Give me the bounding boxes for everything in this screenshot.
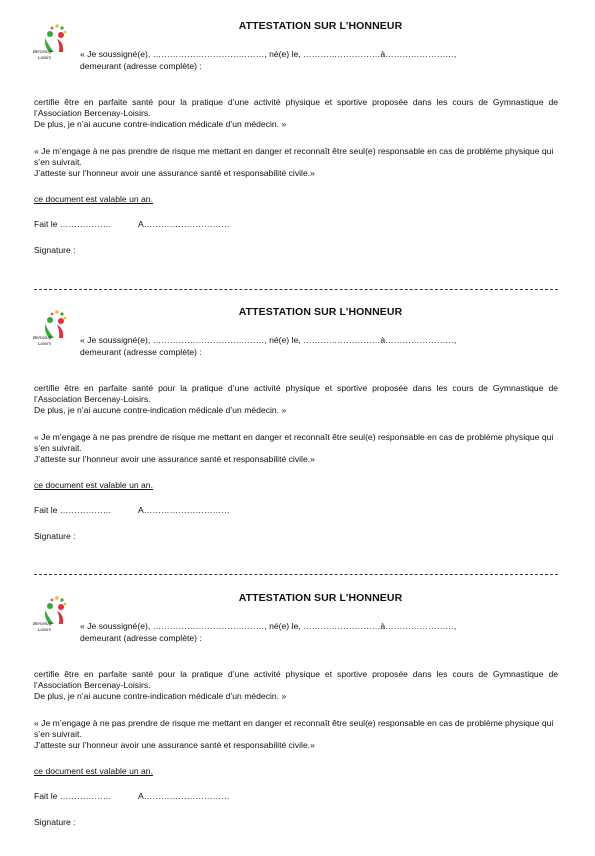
svg-text:Bercenay: Bercenay <box>33 335 53 340</box>
svg-text:Bercenay: Bercenay <box>33 49 53 54</box>
signature-label: Signature : <box>34 245 76 255</box>
signature-label: Signature : <box>34 817 76 827</box>
validity-note <box>34 194 153 204</box>
page-title: ATTESTATION SUR L’HONNEUR <box>238 306 403 318</box>
lieu-field[interactable]: A………………………… <box>138 219 230 229</box>
engage-line-1: « Je m’engage à ne pas prendre de risque me mettant en danger et reconnaît être seul(e) responsable en cas de problème physique qui s’en suivrait. <box>34 432 554 453</box>
place-date-line <box>34 219 230 229</box>
validity-text: ce document est valable un an <box>34 766 151 776</box>
certify-paragraph <box>34 97 558 130</box>
fait-le-field[interactable]: Fait le ……………… <box>34 505 112 515</box>
intro-line-2: demeurant (adresse complète) : <box>80 61 202 71</box>
intro-line-2: demeurant (adresse complète) : <box>80 633 202 643</box>
engage-paragraph <box>34 432 558 465</box>
engage-line-2: J’atteste sur l’honneur avoir une assurance santé et responsabilité civile.» <box>34 740 315 750</box>
engage-line-1: « Je m’engage à ne pas prendre de risque me mettant en danger et reconnaît être seul(e) responsable en cas de problème physique qui s’en suivrait. <box>34 146 554 167</box>
validity-text: ce document est valable un an <box>34 480 151 490</box>
place-date-line <box>34 791 230 801</box>
certify-line-1: certifie être en parfaite santé pour la pratique d’une activité physique et sportive proposée dans les cours de Gymnastique de l’Association Bercenay-Loisirs. <box>34 383 558 404</box>
certify-paragraph <box>34 669 558 702</box>
signature-label: Signature : <box>34 531 76 541</box>
validity-note <box>34 766 153 776</box>
lieu-field[interactable]: A………………………… <box>138 505 230 515</box>
intro-line-1: « Je soussigné(e), …………………………………, né(e) le, ………………………à……………………, <box>80 49 457 59</box>
validity-period: . <box>150 480 153 490</box>
svg-text:Loisirs: Loisirs <box>38 627 52 632</box>
intro-line-1: « Je soussigné(e), …………………………………, né(e) le, ………………………à……………………, <box>80 335 457 345</box>
engage-line-2: J’atteste sur l’honneur avoir une assurance santé et responsabilité civile.» <box>34 168 315 178</box>
intro-text <box>80 48 456 72</box>
page-title: ATTESTATION SUR L’HONNEUR <box>238 592 403 604</box>
lieu-field[interactable]: A………………………… <box>138 791 230 801</box>
intro-line-2: demeurant (adresse complète) : <box>80 347 202 357</box>
engage-line-1: « Je m’engage à ne pas prendre de risque me mettant en danger et reconnaît être seul(e) responsable en cas de problème physique qui s’en suivrait. <box>34 718 554 739</box>
validity-text: ce document est valable un an <box>34 194 151 204</box>
intro-text <box>80 334 456 358</box>
certify-line-1: certifie être en parfaite santé pour la pratique d’une activité physique et sportive proposée dans les cours de Gymnastique de l’Association Bercenay-Loisirs. <box>34 669 558 690</box>
validity-period: . <box>150 766 153 776</box>
page-title: ATTESTATION SUR L’HONNEUR <box>238 20 403 32</box>
fait-le-field[interactable]: Fait le ……………… <box>34 791 112 801</box>
intro-line-1: « Je soussigné(e), …………………………………, né(e) le, ………………………à……………………, <box>80 621 457 631</box>
certify-line-2: De plus, je n’ai aucune contre-indication médicale d’un médecin. » <box>34 405 287 415</box>
engage-line-2: J’atteste sur l’honneur avoir une assurance santé et responsabilité civile.» <box>34 454 315 464</box>
certify-line-1: certifie être en parfaite santé pour la pratique d’une activité physique et sportive proposée dans les cours de Gymnastique de l’Association Bercenay-Loisirs. <box>34 97 558 118</box>
fait-le-field[interactable]: Fait le ……………… <box>34 219 112 229</box>
engage-paragraph <box>34 146 558 179</box>
intro-text <box>80 620 456 644</box>
svg-text:Loisirs: Loisirs <box>38 55 52 60</box>
validity-note <box>34 480 153 490</box>
attestation-block-2 <box>0 286 595 570</box>
svg-text:Bercenay: Bercenay <box>33 621 53 626</box>
attestation-block-1 <box>0 0 595 284</box>
engage-paragraph <box>34 718 558 751</box>
place-date-line <box>34 505 230 515</box>
certify-line-2: De plus, je n’ai aucune contre-indication médicale d’un médecin. » <box>34 119 287 129</box>
certify-line-2: De plus, je n’ai aucune contre-indication médicale d’un médecin. » <box>34 691 287 701</box>
certify-paragraph <box>34 383 558 416</box>
attestation-block-3 <box>0 572 595 856</box>
validity-period: . <box>150 194 153 204</box>
svg-text:Loisirs: Loisirs <box>38 341 52 346</box>
